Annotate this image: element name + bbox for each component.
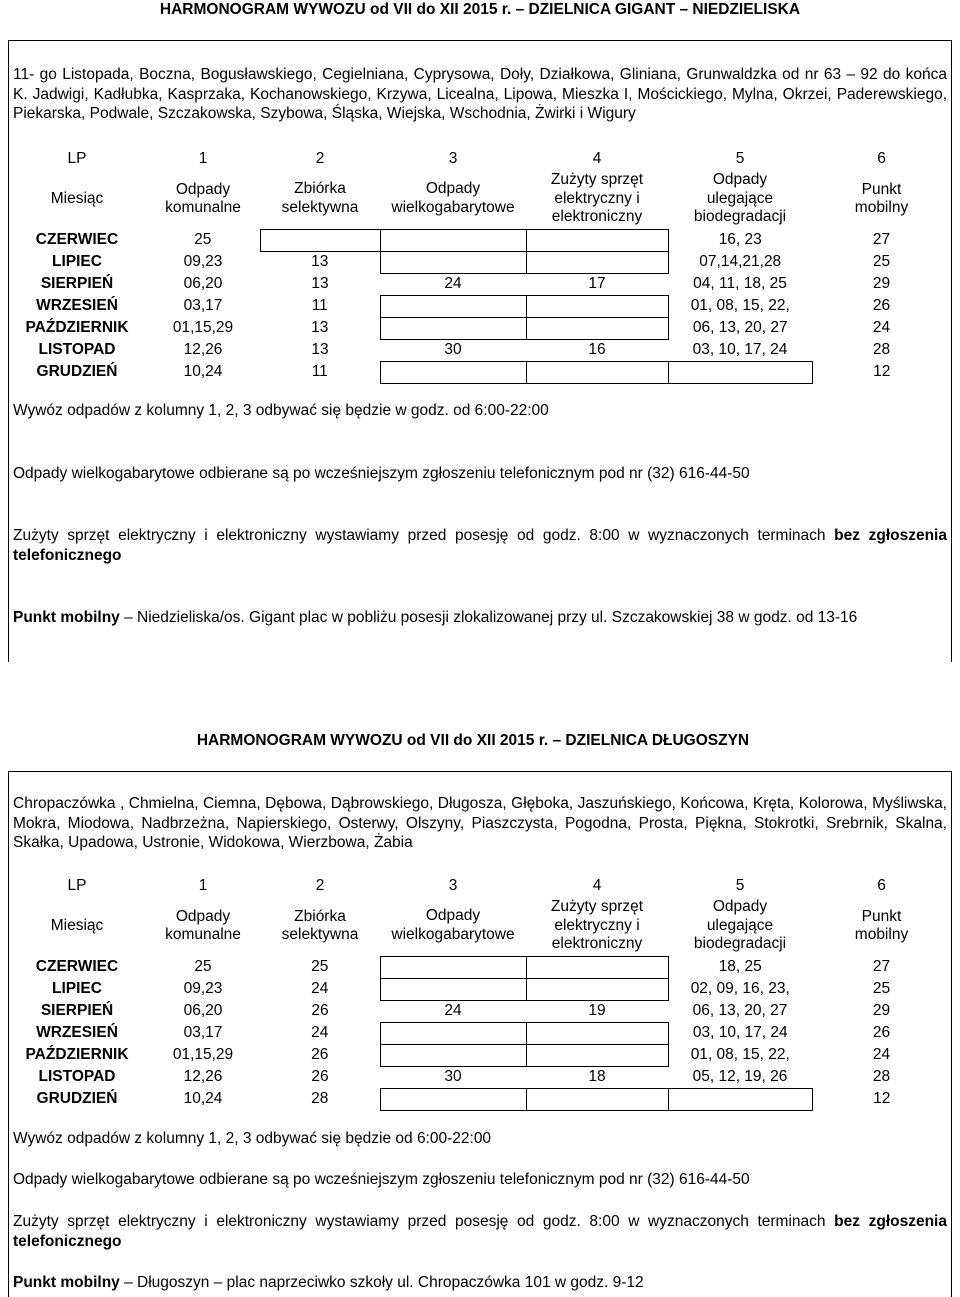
month-cell: CZERWIEC — [35, 230, 119, 248]
header-line: Odpady — [175, 907, 231, 925]
note-hours: Wywóz odpadów z kolumny 1, 2, 3 odbywać się będzie w godz. od 6:00-22:00 — [13, 402, 549, 419]
table-row — [8, 978, 951, 1000]
value-cell: 06,20 — [183, 1001, 223, 1019]
note-mobile-text: – Długoszyn – plac naprzeciwko szkoły ul. Chropaczówka 101 w godz. 9-12 — [119, 1274, 644, 1291]
table-row — [8, 1022, 951, 1044]
table-row — [8, 251, 951, 273]
value-cell: 28 — [872, 340, 891, 358]
header-line: elektroniczny — [551, 935, 643, 952]
value-cell — [526, 361, 668, 383]
header-c5 — [668, 169, 812, 229]
value-cell: 01, 08, 15, 22, — [690, 296, 790, 314]
month-cell: CZERWIEC — [35, 957, 119, 975]
header-month: Miesiąc — [50, 916, 104, 934]
header-c4 — [526, 896, 668, 956]
value-cell: 12,26 — [183, 1067, 223, 1085]
value-cell: 24 — [872, 318, 891, 336]
value-cell: 27 — [872, 957, 891, 975]
value-cell: 03,17 — [183, 296, 223, 314]
value-cell: 03,17 — [183, 1023, 223, 1041]
header-c3 — [380, 896, 526, 956]
header-line: Punkt — [861, 907, 902, 925]
value-cell: 01,15,29 — [172, 1045, 234, 1063]
value-cell — [380, 1022, 526, 1044]
note-electro-text: Zużyty sprzęt elektryczny i elektroniczny wystawiamy przed posesję od godz. 8:00 w wyznaczonych terminach — [13, 1213, 835, 1230]
street-list: Chropaczówka , Chmielna, Ciemna, Dębowa, Dąbrowskiego, Długosza, Głęboka, Jaszuńskiego, Końcowa, Kręta, Kolorowa, Myśliwska, Mokra, Miodowa, Nadbrzeżna, Napierskiego, Osterwy, Olszyny, Piaszczysta, Pogodna, Prosta, Piękna, Stokrotki, Srebrnik, Skalna, Skałka, Upadowa, Ustronie, Widokowa, Wierzbowa, Żabia — [13, 795, 947, 851]
table-row — [8, 956, 951, 978]
header-line: Odpady — [425, 180, 481, 198]
value-cell: 10,24 — [183, 362, 223, 380]
value-cell: 26 — [311, 1067, 329, 1085]
note-mobile-point — [13, 1273, 947, 1293]
note-electro — [13, 526, 947, 565]
value-cell: 03, 10, 17, 24 — [692, 1023, 788, 1041]
value-cell: 13 — [311, 318, 329, 336]
value-cell: 30 — [444, 340, 462, 358]
header-month: Miesiąc — [50, 189, 104, 207]
lp-cell: 6 — [877, 149, 886, 167]
value-cell: 09,23 — [183, 979, 223, 997]
lp-cell: 5 — [735, 876, 745, 894]
month-cell: LIPIEC — [52, 252, 102, 270]
lp-cell: 3 — [448, 149, 458, 167]
note-electro — [13, 1212, 947, 1251]
value-cell: 27 — [872, 230, 891, 248]
header-c1 — [146, 896, 260, 956]
value-cell: 26 — [872, 1023, 891, 1041]
value-cell: 01,15,29 — [172, 318, 234, 336]
header-c4 — [526, 169, 668, 229]
table-row — [8, 295, 951, 317]
value-cell: 06, 13, 20, 27 — [692, 1001, 788, 1019]
value-cell: 24 — [872, 1045, 891, 1063]
header-line: biodegradacji — [693, 208, 787, 226]
lp-cell: 4 — [592, 149, 602, 167]
value-cell — [526, 1088, 668, 1110]
month-cell: GRUDZIEŃ — [36, 1089, 118, 1107]
value-cell — [380, 317, 526, 339]
header-line: ulegające — [706, 189, 774, 207]
value-cell: 24 — [311, 1023, 329, 1041]
lp-cell: LP — [67, 149, 87, 167]
month-cell: LISTOPAD — [38, 1067, 116, 1085]
month-cell: WRZESIEŃ — [36, 1023, 118, 1041]
header-c2 — [260, 169, 380, 229]
value-cell: 16, 23 — [718, 230, 762, 248]
page-title-gigant: HARMONOGRAM WYWOZU od VII do XII 2015 r. – DZIELNICA GIGANT – NIEDZIELISKA — [159, 1, 801, 18]
value-cell: 26 — [311, 1045, 329, 1063]
month-cell: LIPIEC — [52, 979, 102, 997]
value-cell: 26 — [311, 1001, 329, 1019]
note-mobile-bold: Punkt mobilny — [13, 1274, 120, 1291]
header-line: elektryczny i — [554, 916, 640, 934]
value-cell: 04, 11, 18, 25 — [693, 274, 787, 292]
note-bulky: Odpady wielkogabarytowe odbierane są po wcześniejszym zgłoszeniu telefonicznym pod nr (32) 616-44-50 — [13, 1171, 750, 1188]
value-cell: 13 — [311, 274, 329, 292]
table-row — [8, 1000, 951, 1022]
value-cell: 29 — [872, 274, 891, 292]
header-row — [8, 896, 951, 956]
month-cell: SIERPIEŃ — [40, 1001, 114, 1019]
header-line: komunalne — [165, 926, 241, 943]
value-cell — [668, 1088, 812, 1110]
header-c6 — [812, 896, 951, 956]
note-electro-bold: bez zgłoszenia telefonicznego — [13, 1213, 947, 1250]
note-mobile-text: – Niedzieliska/os. Gigant plac w pobliżu posesji zlokalizowanej przy ul. Szczakowskiej 38 w godz. od 13-16 — [119, 609, 858, 626]
header-c1 — [146, 169, 260, 229]
header-c2 — [260, 896, 380, 956]
lp-row — [8, 876, 951, 896]
header-line: Punkt — [861, 180, 902, 198]
header-line: mobilny — [854, 926, 909, 943]
header-line: mobilny — [854, 199, 909, 216]
value-cell: 16 — [588, 340, 606, 358]
lp-cell: LP — [67, 876, 87, 894]
header-line: Odpady — [712, 171, 768, 189]
lp-cell: 5 — [735, 149, 745, 167]
header-line: Zbiórka — [294, 907, 346, 925]
value-cell: 03, 10, 17, 24 — [692, 340, 788, 358]
lp-cell: 1 — [198, 149, 208, 167]
value-cell: 17 — [588, 274, 606, 292]
header-line: selektywna — [281, 198, 359, 216]
value-cell: 25 — [872, 252, 891, 270]
header-row — [8, 169, 951, 229]
lp-cell: 4 — [592, 876, 602, 894]
value-cell: 28 — [311, 1089, 329, 1107]
value-cell — [380, 295, 526, 317]
street-list: 11- go Listopada, Boczna, Bogusławskiego, Cegielniana, Cyprysowa, Doły, Działkowa, Gliniana, Grunwaldzka od nr 63 – 92 do końca K. Jadwigi, Kadłubka, Kasprzaka, Kochanowskiego, Krzywa, Licealna, Lipowa, Mieszka I, Mościckiego, Mylna, Okrzei, Paderewskiego, Piekarska, Podwale, Szczakowska, Szybowa, Śląska, Wiejska, Wschodnia, Żwirki i Wigury — [13, 66, 947, 122]
schedule-table — [8, 876, 951, 1111]
header-line: elektroniczny — [551, 208, 643, 225]
value-cell: 02, 09, 16, 23, — [690, 979, 790, 997]
value-cell: 10,24 — [183, 1089, 223, 1107]
value-cell: 11 — [311, 362, 328, 380]
value-cell: 01, 08, 15, 22, — [690, 1045, 790, 1063]
note-mobile-bold: Punkt mobilny — [13, 609, 120, 626]
header-line: Zużyty sprzęt — [550, 171, 644, 188]
header-line: selektywna — [281, 926, 359, 943]
value-cell: 28 — [872, 1067, 891, 1085]
page-title-dlugoszyn: HARMONOGRAM WYWOZU od VII do XII 2015 r. – DZIELNICA DŁUGOSZYN — [196, 732, 750, 749]
value-cell: 07,14,21,28 — [699, 252, 782, 270]
value-cell: 25 — [194, 957, 212, 975]
value-cell — [380, 978, 526, 1000]
value-cell: 09,23 — [183, 252, 223, 270]
value-cell — [260, 229, 380, 251]
table-row — [8, 273, 951, 295]
header-c6 — [812, 169, 951, 229]
value-cell — [526, 978, 668, 1000]
value-cell — [380, 229, 526, 251]
table-row — [8, 339, 951, 361]
value-cell — [526, 956, 668, 978]
value-cell — [380, 251, 526, 273]
lp-row — [8, 149, 951, 169]
lp-cell: 2 — [315, 149, 325, 167]
value-cell: 30 — [444, 1067, 462, 1085]
value-cell — [526, 1044, 668, 1066]
schedule-table — [8, 149, 951, 384]
value-cell: 12 — [873, 1089, 891, 1107]
header-line: wielkogabarytowe — [391, 925, 515, 943]
value-cell: 19 — [588, 1001, 606, 1019]
value-cell — [380, 956, 526, 978]
note-bulky: Odpady wielkogabarytowe odbierane są po wcześniejszym zgłoszeniu telefonicznym pod nr (32) 616-44-50 — [13, 465, 750, 482]
value-cell: 24 — [444, 274, 462, 292]
header-line: Odpady — [425, 907, 481, 925]
month-cell: WRZESIEŃ — [36, 296, 118, 314]
note-electro-text: Zużyty sprzęt elektryczny i elektroniczny wystawiamy przed posesję od godz. 8:00 w wyznaczonych terminach — [13, 527, 835, 544]
value-cell: 12 — [873, 362, 891, 380]
month-cell: PAŹDZIERNIK — [25, 318, 129, 336]
lp-cell: 3 — [448, 876, 458, 894]
header-c3 — [380, 169, 526, 229]
table-row — [8, 361, 951, 383]
table-row — [8, 229, 951, 251]
value-cell — [380, 361, 526, 383]
value-cell: 05, 12, 19, 26 — [692, 1067, 788, 1085]
note-electro-bold: bez zgłoszenia telefonicznego — [13, 527, 947, 564]
value-cell — [526, 1022, 668, 1044]
value-cell: 06,20 — [183, 274, 223, 292]
header-line: Odpady — [175, 180, 231, 198]
header-line: elektryczny i — [554, 189, 640, 207]
value-cell: 25 — [872, 979, 891, 997]
note-mobile-point — [13, 608, 947, 628]
value-cell — [668, 361, 812, 383]
month-cell: GRUDZIEŃ — [36, 362, 118, 380]
value-cell — [380, 1088, 526, 1110]
month-cell: PAŹDZIERNIK — [25, 1045, 129, 1063]
lp-cell: 1 — [198, 876, 208, 894]
header-c5 — [668, 896, 812, 956]
value-cell: 25 — [194, 230, 212, 248]
section-dlugoszyn — [8, 771, 952, 1297]
value-cell: 18 — [588, 1067, 606, 1085]
value-cell: 12,26 — [183, 340, 223, 358]
value-cell — [526, 295, 668, 317]
lp-cell: 2 — [315, 876, 325, 894]
header-line: Odpady — [712, 898, 768, 916]
table-row — [8, 317, 951, 339]
value-cell: 13 — [311, 340, 329, 358]
table-row — [8, 1088, 951, 1110]
value-cell: 24 — [311, 979, 329, 997]
value-cell: 06, 13, 20, 27 — [692, 318, 788, 336]
header-line: komunalne — [165, 199, 241, 216]
value-cell — [526, 229, 668, 251]
lp-cell: 6 — [877, 876, 886, 894]
table-row — [8, 1044, 951, 1066]
value-cell — [526, 317, 668, 339]
month-cell: SIERPIEŃ — [40, 274, 114, 292]
header-line: wielkogabarytowe — [391, 198, 515, 216]
header-line: ulegające — [706, 916, 774, 934]
note-hours: Wywóz odpadów z kolumny 1, 2, 3 odbywać się będzie od 6:00-22:00 — [13, 1130, 492, 1147]
header-line: Zużyty sprzęt — [550, 898, 644, 915]
value-cell — [380, 1044, 526, 1066]
value-cell: 13 — [311, 253, 329, 270]
value-cell: 18, 25 — [718, 957, 762, 975]
header-line: biodegradacji — [693, 935, 787, 953]
month-cell: LISTOPAD — [38, 340, 116, 358]
value-cell: 29 — [872, 1001, 891, 1019]
header-line: Zbiórka — [294, 180, 346, 198]
value-cell: 25 — [311, 957, 329, 975]
value-cell: 26 — [872, 296, 891, 314]
table-row — [8, 1066, 951, 1088]
value-cell: 11 — [311, 296, 328, 314]
value-cell: 24 — [444, 1001, 462, 1019]
section-gigant — [8, 40, 952, 662]
value-cell — [526, 251, 668, 273]
